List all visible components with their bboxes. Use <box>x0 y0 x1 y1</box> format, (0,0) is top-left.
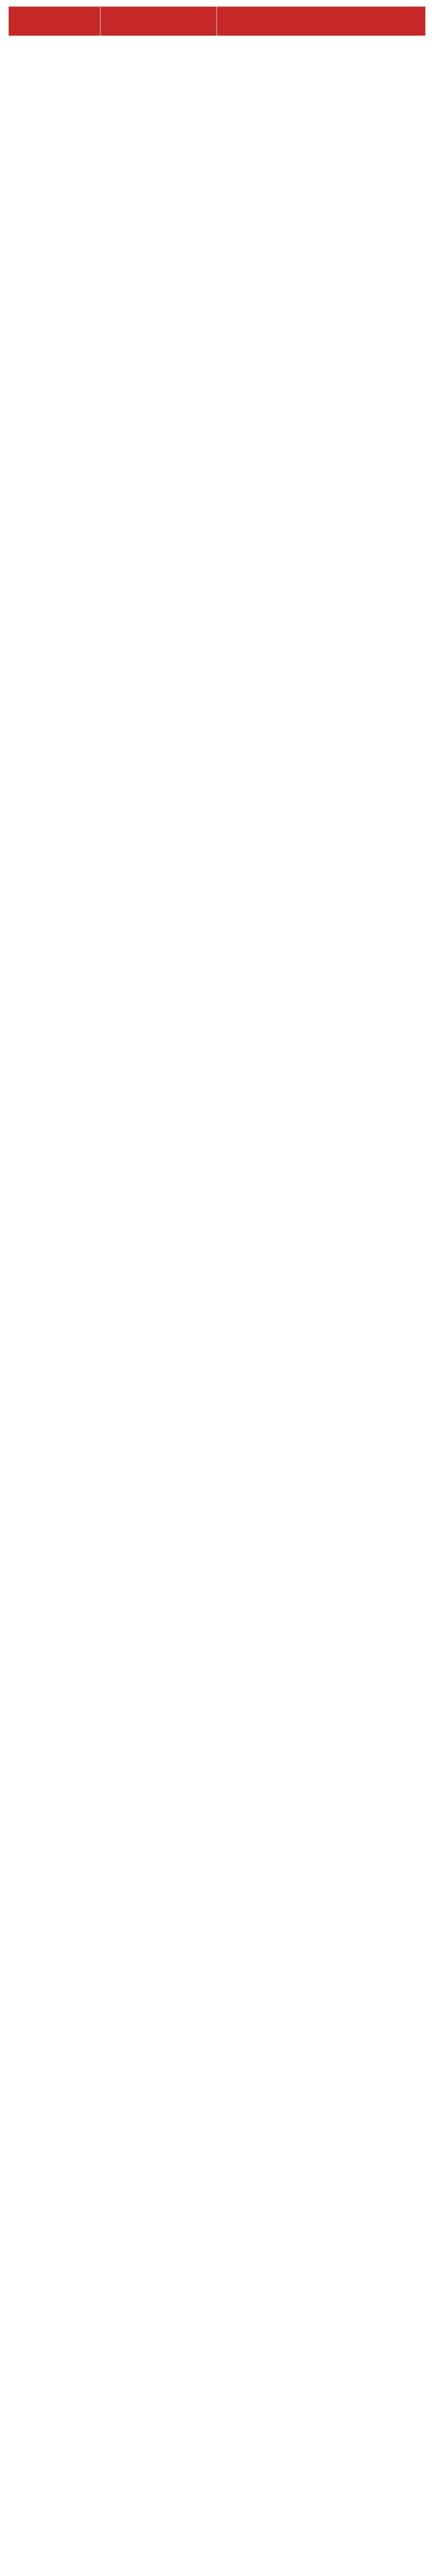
major-department-table <box>8 6 426 36</box>
table-header-row <box>9 7 426 36</box>
header-major <box>100 7 217 36</box>
header-category <box>9 7 101 36</box>
header-department <box>217 7 426 36</box>
